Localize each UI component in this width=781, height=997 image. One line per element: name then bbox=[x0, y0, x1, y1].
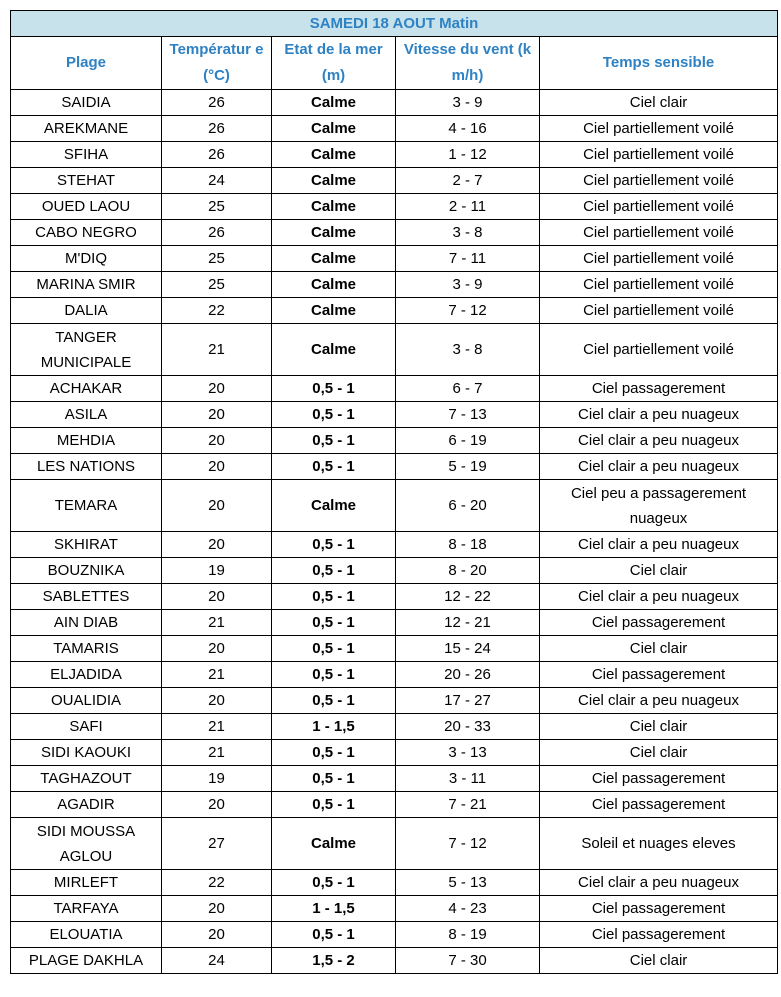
sea-state-cell: 0,5 - 1 bbox=[272, 376, 396, 402]
table-row bbox=[11, 610, 778, 636]
table-row bbox=[11, 818, 778, 870]
wind-speed-cell: 7 - 13 bbox=[396, 402, 540, 428]
table-row bbox=[11, 922, 778, 948]
temperature-cell: 20 bbox=[162, 792, 272, 818]
beach-name-cell: DALIA bbox=[11, 298, 162, 324]
sea-state-cell: 0,5 - 1 bbox=[272, 454, 396, 480]
temperature-cell: 26 bbox=[162, 220, 272, 246]
wind-speed-cell: 7 - 12 bbox=[396, 818, 540, 870]
weather-cell: Ciel clair a peu nuageux bbox=[540, 688, 778, 714]
wind-speed-cell: 3 - 11 bbox=[396, 766, 540, 792]
temperature-cell: 27 bbox=[162, 818, 272, 870]
beach-name-cell: TAMARIS bbox=[11, 636, 162, 662]
table-row bbox=[11, 246, 778, 272]
temperature-cell: 20 bbox=[162, 584, 272, 610]
temperature-cell: 24 bbox=[162, 948, 272, 974]
wind-speed-cell: 7 - 30 bbox=[396, 948, 540, 974]
wind-speed-cell: 7 - 11 bbox=[396, 246, 540, 272]
table-row bbox=[11, 194, 778, 220]
weather-cell: Ciel partiellement voilé bbox=[540, 116, 778, 142]
weather-cell: Ciel partiellement voilé bbox=[540, 142, 778, 168]
wind-speed-cell: 3 - 13 bbox=[396, 740, 540, 766]
table-row bbox=[11, 142, 778, 168]
temperature-cell: 24 bbox=[162, 168, 272, 194]
beach-name-cell: BOUZNIKA bbox=[11, 558, 162, 584]
weather-cell: Ciel passagerement bbox=[540, 792, 778, 818]
temperature-cell: 21 bbox=[162, 740, 272, 766]
temperature-cell: 20 bbox=[162, 428, 272, 454]
weather-cell: Ciel clair a peu nuageux bbox=[540, 532, 778, 558]
sea-state-cell: 0,5 - 1 bbox=[272, 584, 396, 610]
weather-cell: Ciel passagerement bbox=[540, 896, 778, 922]
sea-state-cell: Calme bbox=[272, 272, 396, 298]
table-row bbox=[11, 870, 778, 896]
sea-state-cell: Calme bbox=[272, 90, 396, 116]
wind-speed-cell: 5 - 19 bbox=[396, 454, 540, 480]
wind-speed-cell: 4 - 16 bbox=[396, 116, 540, 142]
wind-speed-cell: 12 - 21 bbox=[396, 610, 540, 636]
table-row bbox=[11, 298, 778, 324]
table-row bbox=[11, 168, 778, 194]
weather-cell: Ciel clair a peu nuageux bbox=[540, 428, 778, 454]
weather-cell: Soleil et nuages eleves bbox=[540, 818, 778, 870]
weather-cell: Ciel partiellement voilé bbox=[540, 194, 778, 220]
sea-state-cell: Calme bbox=[272, 246, 396, 272]
beach-name-cell: MIRLEFT bbox=[11, 870, 162, 896]
weather-cell: Ciel clair bbox=[540, 740, 778, 766]
beach-name-cell: TEMARA bbox=[11, 480, 162, 532]
beach-name-cell: MARINA SMIR bbox=[11, 272, 162, 298]
header-weather: Temps sensible bbox=[540, 37, 778, 90]
table-row bbox=[11, 90, 778, 116]
table-row bbox=[11, 480, 778, 532]
sea-state-cell: 0,5 - 1 bbox=[272, 922, 396, 948]
beach-name-cell: AREKMANE bbox=[11, 116, 162, 142]
sea-state-cell: Calme bbox=[272, 142, 396, 168]
beach-name-cell: STEHAT bbox=[11, 168, 162, 194]
table-row bbox=[11, 376, 778, 402]
beach-name-cell: LES NATIONS bbox=[11, 454, 162, 480]
temperature-cell: 20 bbox=[162, 636, 272, 662]
weather-cell: Ciel partiellement voilé bbox=[540, 298, 778, 324]
temperature-cell: 20 bbox=[162, 688, 272, 714]
sea-state-cell: 0,5 - 1 bbox=[272, 792, 396, 818]
sea-state-cell: Calme bbox=[272, 116, 396, 142]
table-row bbox=[11, 740, 778, 766]
table-row bbox=[11, 272, 778, 298]
temperature-cell: 25 bbox=[162, 272, 272, 298]
wind-speed-cell: 6 - 20 bbox=[396, 480, 540, 532]
table-row bbox=[11, 558, 778, 584]
beach-name-cell: SKHIRAT bbox=[11, 532, 162, 558]
weather-cell: Ciel partiellement voilé bbox=[540, 324, 778, 376]
wind-speed-cell: 2 - 11 bbox=[396, 194, 540, 220]
wind-speed-cell: 1 - 12 bbox=[396, 142, 540, 168]
table-row bbox=[11, 662, 778, 688]
weather-cell: Ciel passagerement bbox=[540, 662, 778, 688]
beach-name-cell: CABO NEGRO bbox=[11, 220, 162, 246]
beach-name-cell: SIDI KAOUKI bbox=[11, 740, 162, 766]
temperature-cell: 20 bbox=[162, 532, 272, 558]
beach-name-cell: M'DIQ bbox=[11, 246, 162, 272]
table-row bbox=[11, 766, 778, 792]
temperature-cell: 20 bbox=[162, 480, 272, 532]
wind-speed-cell: 3 - 9 bbox=[396, 90, 540, 116]
beach-name-cell: TAGHAZOUT bbox=[11, 766, 162, 792]
table-row bbox=[11, 584, 778, 610]
wind-speed-cell: 6 - 19 bbox=[396, 428, 540, 454]
wind-speed-cell: 8 - 18 bbox=[396, 532, 540, 558]
sea-state-cell: 0,5 - 1 bbox=[272, 428, 396, 454]
wind-speed-cell: 7 - 12 bbox=[396, 298, 540, 324]
beach-forecast-table bbox=[10, 10, 778, 974]
header-sea-state: Etat de la mer (m) bbox=[272, 37, 396, 90]
table-row bbox=[11, 532, 778, 558]
temperature-cell: 21 bbox=[162, 324, 272, 376]
wind-speed-cell: 7 - 21 bbox=[396, 792, 540, 818]
weather-cell: Ciel clair bbox=[540, 90, 778, 116]
table-row bbox=[11, 714, 778, 740]
weather-cell: Ciel clair bbox=[540, 714, 778, 740]
sea-state-cell: Calme bbox=[272, 168, 396, 194]
beach-name-cell: SIDI MOUSSA AGLOU bbox=[11, 818, 162, 870]
sea-state-cell: Calme bbox=[272, 194, 396, 220]
table-body bbox=[11, 90, 778, 974]
sea-state-cell: 0,5 - 1 bbox=[272, 740, 396, 766]
wind-speed-cell: 20 - 26 bbox=[396, 662, 540, 688]
weather-cell: Ciel clair a peu nuageux bbox=[540, 454, 778, 480]
temperature-cell: 22 bbox=[162, 298, 272, 324]
sea-state-cell: 0,5 - 1 bbox=[272, 636, 396, 662]
weather-cell: Ciel partiellement voilé bbox=[540, 220, 778, 246]
header-wind-speed: Vitesse du vent (km/h) bbox=[396, 37, 540, 90]
weather-cell: Ciel passagerement bbox=[540, 376, 778, 402]
beach-name-cell: ELOUATIA bbox=[11, 922, 162, 948]
header-plage: Plage bbox=[11, 37, 162, 90]
temperature-cell: 22 bbox=[162, 870, 272, 896]
wind-speed-cell: 8 - 20 bbox=[396, 558, 540, 584]
weather-cell: Ciel partiellement voilé bbox=[540, 246, 778, 272]
weather-cell: Ciel clair a peu nuageux bbox=[540, 402, 778, 428]
sea-state-cell: 0,5 - 1 bbox=[272, 402, 396, 428]
beach-name-cell: OUED LAOU bbox=[11, 194, 162, 220]
weather-cell: Ciel passagerement bbox=[540, 610, 778, 636]
beach-name-cell: OUALIDIA bbox=[11, 688, 162, 714]
weather-cell: Ciel partiellement voilé bbox=[540, 272, 778, 298]
weather-cell: Ciel partiellement voilé bbox=[540, 168, 778, 194]
beach-name-cell: SABLETTES bbox=[11, 584, 162, 610]
sea-state-cell: Calme bbox=[272, 220, 396, 246]
table-row bbox=[11, 220, 778, 246]
sea-state-cell: 0,5 - 1 bbox=[272, 558, 396, 584]
weather-cell: Ciel clair a peu nuageux bbox=[540, 584, 778, 610]
table-row bbox=[11, 428, 778, 454]
table-row bbox=[11, 116, 778, 142]
sea-state-cell: Calme bbox=[272, 298, 396, 324]
temperature-cell: 25 bbox=[162, 246, 272, 272]
temperature-cell: 25 bbox=[162, 194, 272, 220]
beach-name-cell: SAIDIA bbox=[11, 90, 162, 116]
wind-speed-cell: 3 - 8 bbox=[396, 220, 540, 246]
beach-name-cell: PLAGE DAKHLA bbox=[11, 948, 162, 974]
beach-name-cell: TARFAYA bbox=[11, 896, 162, 922]
table-title: SAMEDI 18 AOUT Matin bbox=[11, 11, 778, 37]
temperature-cell: 19 bbox=[162, 766, 272, 792]
wind-speed-cell: 6 - 7 bbox=[396, 376, 540, 402]
temperature-cell: 20 bbox=[162, 454, 272, 480]
table-row bbox=[11, 454, 778, 480]
weather-cell: Ciel clair a peu nuageux bbox=[540, 870, 778, 896]
beach-name-cell: SAFI bbox=[11, 714, 162, 740]
weather-cell: Ciel peu a passagerement nuageux bbox=[540, 480, 778, 532]
table-row bbox=[11, 792, 778, 818]
wind-speed-cell: 2 - 7 bbox=[396, 168, 540, 194]
forecast-table-wrapper bbox=[10, 10, 778, 974]
table-row bbox=[11, 688, 778, 714]
weather-cell: Ciel passagerement bbox=[540, 766, 778, 792]
wind-speed-cell: 3 - 8 bbox=[396, 324, 540, 376]
temperature-cell: 20 bbox=[162, 922, 272, 948]
table-row bbox=[11, 636, 778, 662]
beach-name-cell: ACHAKAR bbox=[11, 376, 162, 402]
wind-speed-cell: 15 - 24 bbox=[396, 636, 540, 662]
temperature-cell: 26 bbox=[162, 142, 272, 168]
beach-name-cell: MEHDIA bbox=[11, 428, 162, 454]
beach-name-cell: AIN DIAB bbox=[11, 610, 162, 636]
header-temperature: Températur e (°C) bbox=[162, 37, 272, 90]
sea-state-cell: 0,5 - 1 bbox=[272, 532, 396, 558]
table-row bbox=[11, 402, 778, 428]
table-row bbox=[11, 324, 778, 376]
temperature-cell: 21 bbox=[162, 610, 272, 636]
temperature-cell: 20 bbox=[162, 376, 272, 402]
wind-speed-cell: 5 - 13 bbox=[396, 870, 540, 896]
temperature-cell: 26 bbox=[162, 90, 272, 116]
weather-cell: Ciel clair bbox=[540, 948, 778, 974]
sea-state-cell: 0,5 - 1 bbox=[272, 662, 396, 688]
beach-name-cell: ELJADIDA bbox=[11, 662, 162, 688]
sea-state-cell: 1 - 1,5 bbox=[272, 896, 396, 922]
wind-speed-cell: 4 - 23 bbox=[396, 896, 540, 922]
sea-state-cell: 0,5 - 1 bbox=[272, 766, 396, 792]
table-row bbox=[11, 948, 778, 974]
sea-state-cell: 0,5 - 1 bbox=[272, 870, 396, 896]
sea-state-cell: Calme bbox=[272, 324, 396, 376]
temperature-cell: 19 bbox=[162, 558, 272, 584]
title-row bbox=[11, 11, 778, 37]
temperature-cell: 26 bbox=[162, 116, 272, 142]
sea-state-cell: Calme bbox=[272, 480, 396, 532]
temperature-cell: 21 bbox=[162, 714, 272, 740]
header-row bbox=[11, 37, 778, 90]
weather-cell: Ciel clair bbox=[540, 636, 778, 662]
sea-state-cell: 0,5 - 1 bbox=[272, 610, 396, 636]
weather-cell: Ciel clair bbox=[540, 558, 778, 584]
sea-state-cell: 1,5 - 2 bbox=[272, 948, 396, 974]
temperature-cell: 20 bbox=[162, 896, 272, 922]
sea-state-cell: 1 - 1,5 bbox=[272, 714, 396, 740]
table-row bbox=[11, 896, 778, 922]
temperature-cell: 20 bbox=[162, 402, 272, 428]
sea-state-cell: 0,5 - 1 bbox=[272, 688, 396, 714]
wind-speed-cell: 8 - 19 bbox=[396, 922, 540, 948]
beach-name-cell: SFIHA bbox=[11, 142, 162, 168]
beach-name-cell: AGADIR bbox=[11, 792, 162, 818]
beach-name-cell: TANGER MUNICIPALE bbox=[11, 324, 162, 376]
wind-speed-cell: 12 - 22 bbox=[396, 584, 540, 610]
wind-speed-cell: 20 - 33 bbox=[396, 714, 540, 740]
weather-cell: Ciel passagerement bbox=[540, 922, 778, 948]
wind-speed-cell: 3 - 9 bbox=[396, 272, 540, 298]
beach-name-cell: ASILA bbox=[11, 402, 162, 428]
sea-state-cell: Calme bbox=[272, 818, 396, 870]
wind-speed-cell: 17 - 27 bbox=[396, 688, 540, 714]
temperature-cell: 21 bbox=[162, 662, 272, 688]
